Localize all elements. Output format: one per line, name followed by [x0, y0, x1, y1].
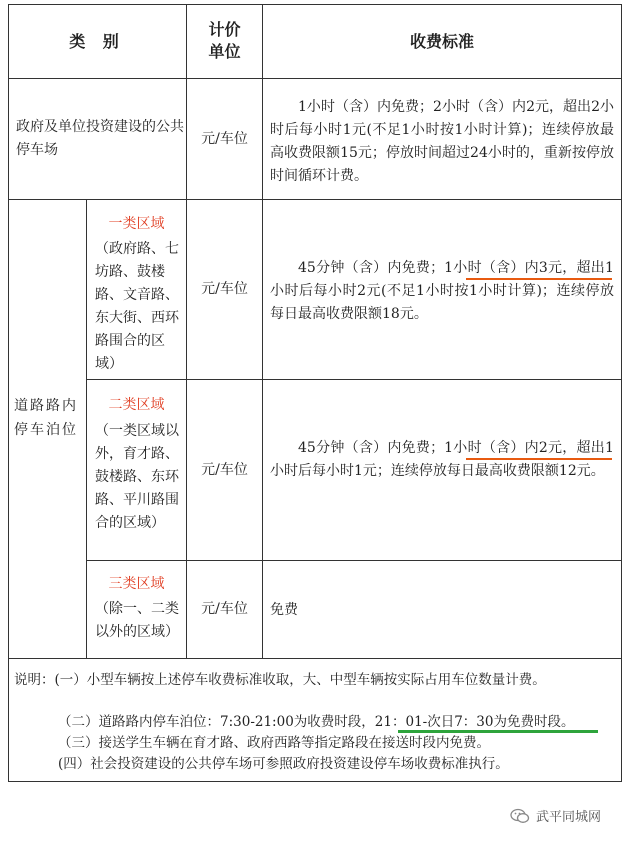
header-standard: 收费标准: [409, 31, 474, 51]
public-category: 政府及单位投资建设的公共停车场: [16, 119, 184, 158]
watermark-text: 武平同城网: [536, 810, 602, 825]
col-divider-unit: [262, 4, 263, 659]
header-bottom-line: [8, 78, 622, 79]
zone2-unit: 元/车位: [201, 461, 248, 478]
border-left: [8, 4, 9, 782]
wechat-icon: [510, 808, 530, 824]
border-right: [621, 4, 622, 782]
table-body-bottom-line: [8, 658, 622, 659]
header-unit-line2: 单位: [208, 42, 241, 61]
zone1-highlight-underline: [466, 278, 612, 280]
zone1-unit: 元/车位: [201, 281, 248, 297]
note-3: （三）接送学生车辆在育才路、政府西路等指定路段在接送时段内免费。: [58, 735, 490, 751]
note-4: (四）社会投资建设的公共停车场可参照政府投资建设停车场收费标准执行。: [58, 756, 509, 772]
zone1-standard-highlight: 1小时（含）内3元: [444, 260, 563, 276]
zone3-title: 三类区域: [108, 576, 165, 592]
note-2-highlight: 21：01-次日7：30为免费时段: [374, 714, 561, 730]
note-2-pre: （二）道路路内停车泊位：7:30-21:00为收费时段，: [58, 714, 375, 730]
zone1-standard: [270, 257, 614, 326]
zone2-standard-pre: 45分钟（含）内免费；: [298, 440, 445, 456]
public-row-bottom-line: [8, 199, 622, 200]
zone3-unit: 元/车位: [201, 601, 248, 617]
zone2-standard-highlight: 1小时（含）内2元: [444, 440, 563, 456]
zone2-desc: （一类区域以外，育才路、鼓楼路、东环路、平川路围合的区域）: [95, 423, 179, 531]
header-unit-line1: 计价: [208, 20, 241, 39]
zone1-standard-post: ，超出1小时后每小时2元(不足1小时按1小时计算)；连续停放每日最高收费限额18元。: [270, 260, 614, 322]
note-2-post: 。: [560, 714, 575, 730]
zone2-title: 二类区域: [108, 397, 165, 413]
zone1-desc: （政府路、七坊路、鼓楼路、文音路、东大街、西环路围合的区域）: [95, 241, 179, 372]
public-unit: 元/车位: [201, 130, 248, 147]
zone3-standard: 免费: [270, 602, 298, 618]
zone2-standard-post: ，超出1小时后每小时1元；连续停放每日最高收费限额12元。: [270, 440, 614, 479]
header-unit: [187, 4, 262, 78]
zone2-standard: [270, 437, 614, 483]
border-bottom: [8, 781, 622, 782]
zone1-bottom-line: [86, 379, 622, 380]
zone2-highlight-underline: [466, 458, 612, 460]
zone1-title: 一类区域: [108, 216, 165, 232]
zone2-bottom-line: [86, 560, 622, 561]
public-standard: 1小时（含）内免费；2小时（含）内2元，超出2小时后每小时1元(不足1小时按1小时计算)；连续停放最高收费限额15元；停放时间超过24小时的，重新按停放时间循环计费。: [270, 99, 614, 184]
road-category: 道路路内停车泊位: [14, 398, 78, 438]
watermark: [510, 806, 601, 825]
note-1: 说明：(一）小型车辆按上述停车收费标准收取，大、中型车辆按实际占用车位数量计费。: [14, 672, 546, 688]
zone1-standard-pre: 45分钟（含）内免费；: [298, 260, 445, 276]
header-category: 类 别: [69, 31, 125, 51]
zone3-desc: （除一、二类以外的区域）: [95, 601, 179, 640]
